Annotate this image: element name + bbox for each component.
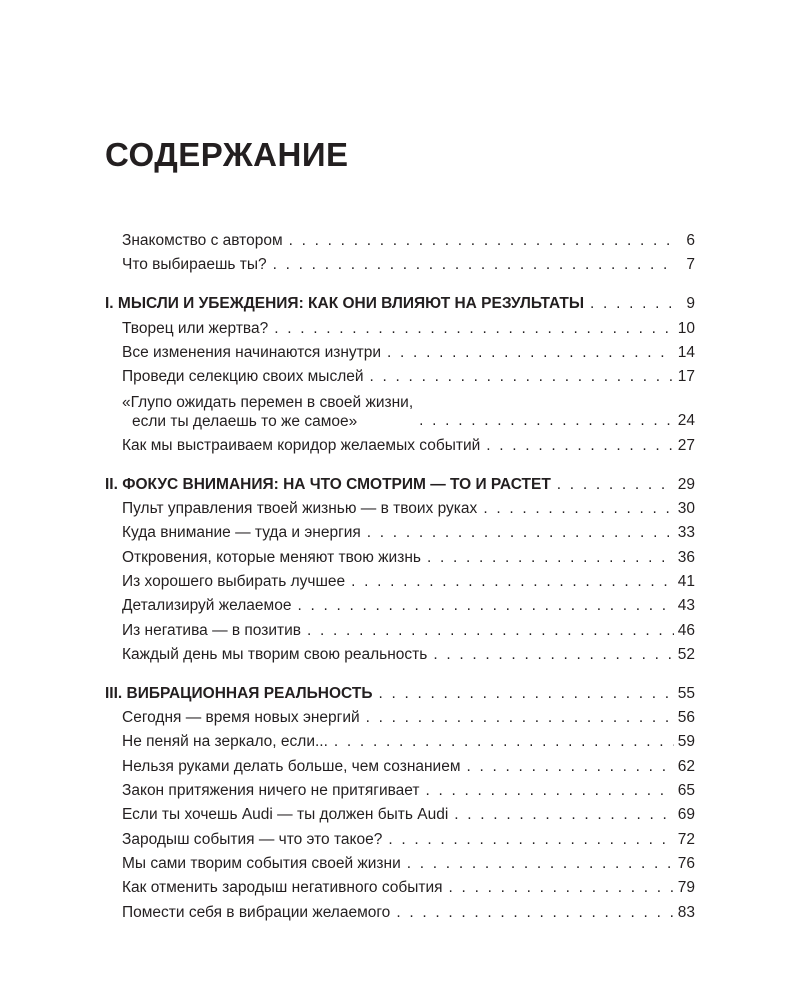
dot-leader <box>427 548 674 568</box>
toc-entry-label: Творец или жертва? <box>122 319 269 337</box>
toc-entry-page: 56 <box>677 709 695 727</box>
dot-leader <box>297 596 673 616</box>
dot-leader <box>557 475 674 495</box>
toc-entry-page: 76 <box>677 854 695 872</box>
table-of-contents <box>105 231 695 927</box>
toc-entry-label <box>122 393 413 431</box>
toc-entry[interactable] <box>105 499 695 519</box>
dot-leader <box>387 343 674 363</box>
toc-entry-label: Пульт управления твоей жизнью — в твоих руках <box>122 500 478 518</box>
toc-entry-label: Закон притяжения ничего не притягивает <box>122 782 420 800</box>
toc-entry[interactable] <box>105 343 695 363</box>
toc-entry-page: 36 <box>677 548 695 566</box>
toc-entry-page: 59 <box>677 733 695 751</box>
toc-entry-label: Из негатива — в позитив <box>122 621 302 639</box>
toc-entry[interactable] <box>105 805 695 825</box>
toc-entry-label: Если ты хочешь Audi — ты должен быть Audi <box>122 806 449 824</box>
toc-entry-page: 24 <box>677 412 695 430</box>
toc-chapter-heading[interactable] <box>105 475 695 495</box>
dot-leader <box>366 708 674 728</box>
toc-entry-label: Нельзя руками делать больше, чем сознанием <box>122 757 461 775</box>
toc-chapter-1 <box>105 294 695 455</box>
toc-entry-label: Зародыш события — что это такое? <box>122 830 383 848</box>
toc-entry[interactable] <box>105 830 695 850</box>
toc-entry-page: 83 <box>677 903 695 921</box>
toc-entry[interactable] <box>105 708 695 728</box>
dot-leader <box>334 732 674 752</box>
toc-entry[interactable] <box>105 621 695 641</box>
toc-entry-label-line2: если ты делаешь то же самое» <box>132 413 358 431</box>
toc-entry[interactable] <box>105 231 695 251</box>
toc-entry[interactable] <box>105 319 695 339</box>
dot-leader <box>388 830 673 850</box>
toc-entry-label: Из хорошего выбирать лучшее <box>122 572 346 590</box>
toc-entry[interactable] <box>105 757 695 777</box>
toc-entry-page: 33 <box>677 524 695 542</box>
toc-chapter-page: 9 <box>686 295 695 313</box>
toc-chapter-label: I. МЫСЛИ И УБЕЖДЕНИЯ: КАК ОНИ ВЛИЯЮТ НА РЕЗУЛЬТАТЫ <box>105 295 585 313</box>
dot-leader <box>289 231 677 251</box>
toc-chapter-page: 29 <box>677 475 695 493</box>
dot-leader <box>407 854 674 874</box>
dot-leader <box>396 903 673 923</box>
toc-entry-page: 52 <box>677 645 695 663</box>
toc-entry-label: Каждый день мы творим свою реальность <box>122 645 428 663</box>
toc-entry-page: 30 <box>677 500 695 518</box>
dot-leader <box>274 319 674 339</box>
toc-entry-page: 10 <box>677 319 695 337</box>
toc-entry[interactable] <box>105 854 695 874</box>
dot-leader <box>454 805 673 825</box>
toc-entry-page: 41 <box>677 572 695 590</box>
dot-leader <box>378 684 673 704</box>
toc-entry-page: 65 <box>677 782 695 800</box>
toc-entry[interactable] <box>105 781 695 801</box>
toc-entry-label: Как мы выстраиваем коридор желаемых событий <box>122 436 481 454</box>
dot-leader <box>307 621 674 641</box>
dot-leader <box>433 645 673 665</box>
dot-leader <box>483 499 673 519</box>
dot-leader <box>367 523 674 543</box>
page-title: СОДЕРЖАНИЕ <box>105 136 349 173</box>
toc-entry-page: 27 <box>677 436 695 454</box>
toc-chapter-heading[interactable] <box>105 684 695 704</box>
toc-chapter-3 <box>105 684 695 923</box>
toc-entry-label: Помести себя в вибрации желаемого <box>122 903 391 921</box>
toc-chapter-page: 55 <box>677 684 695 702</box>
dot-leader <box>273 255 677 275</box>
toc-entry-label: Детализируй желаемое <box>122 597 292 615</box>
toc-entry[interactable] <box>105 903 695 923</box>
toc-entry-page: 69 <box>677 806 695 824</box>
toc-entry-page: 7 <box>686 256 695 274</box>
toc-entry[interactable] <box>105 596 695 616</box>
toc-entry-label: Мы сами творим события своей жизни <box>122 854 401 872</box>
toc-entry[interactable] <box>105 572 695 592</box>
toc-entry[interactable] <box>105 878 695 898</box>
toc-entry[interactable] <box>105 732 695 752</box>
toc-entry[interactable] <box>105 436 695 456</box>
toc-entry[interactable] <box>105 548 695 568</box>
toc-entry[interactable] <box>105 523 695 543</box>
toc-chapter-label: III. ВИБРАЦИОННАЯ РЕАЛЬНОСТЬ <box>105 684 373 702</box>
toc-entry-label: Как отменить зародыш негативного события <box>122 879 443 897</box>
toc-entry-label: Что выбираешь ты? <box>122 256 267 274</box>
toc-entry[interactable] <box>105 255 695 275</box>
toc-entry-page: 46 <box>677 621 695 639</box>
toc-chapter-2 <box>105 475 695 665</box>
toc-entry-page: 79 <box>677 879 695 897</box>
dot-leader <box>467 757 674 777</box>
dot-leader <box>449 878 674 898</box>
toc-entry-label: Проведи селекцию своих мыслей <box>122 368 364 386</box>
toc-entry-page: 14 <box>677 343 695 361</box>
toc-entry-label: Сегодня — время новых энергий <box>122 709 360 727</box>
dot-leader <box>590 294 677 314</box>
toc-entry-label-line1: «Глупо ожидать перемен в своей жизни, <box>122 394 414 412</box>
toc-intro-section <box>105 231 695 275</box>
dot-leader <box>370 367 674 387</box>
toc-entry-page: 43 <box>677 597 695 615</box>
toc-chapter-heading[interactable] <box>105 294 695 314</box>
toc-entry-page: 6 <box>686 232 695 249</box>
toc-entry-label: Все изменения начинаются изнутри <box>122 343 382 361</box>
dot-leader <box>419 411 674 431</box>
toc-entry-page: 17 <box>677 368 695 386</box>
toc-entry-page: 72 <box>677 830 695 848</box>
toc-entry[interactable] <box>105 367 695 387</box>
toc-entry[interactable] <box>105 645 695 665</box>
toc-entry-label: Знакомство с автором <box>122 232 283 249</box>
toc-entry-label: Не пеняй на зеркало, если... <box>122 733 328 751</box>
toc-entry-label: Куда внимание — туда и энергия <box>122 524 361 542</box>
toc-entry[interactable] <box>105 391 695 431</box>
toc-entry-label: Откровения, которые меняют твою жизнь <box>122 548 421 566</box>
dot-leader <box>426 781 674 801</box>
dot-leader <box>351 572 674 592</box>
toc-entry-page: 62 <box>677 757 695 775</box>
toc-chapter-label: II. ФОКУС ВНИМАНИЯ: НА ЧТО СМОТРИМ — ТО И РАСТЕТ <box>105 475 551 493</box>
dot-leader <box>486 436 673 456</box>
